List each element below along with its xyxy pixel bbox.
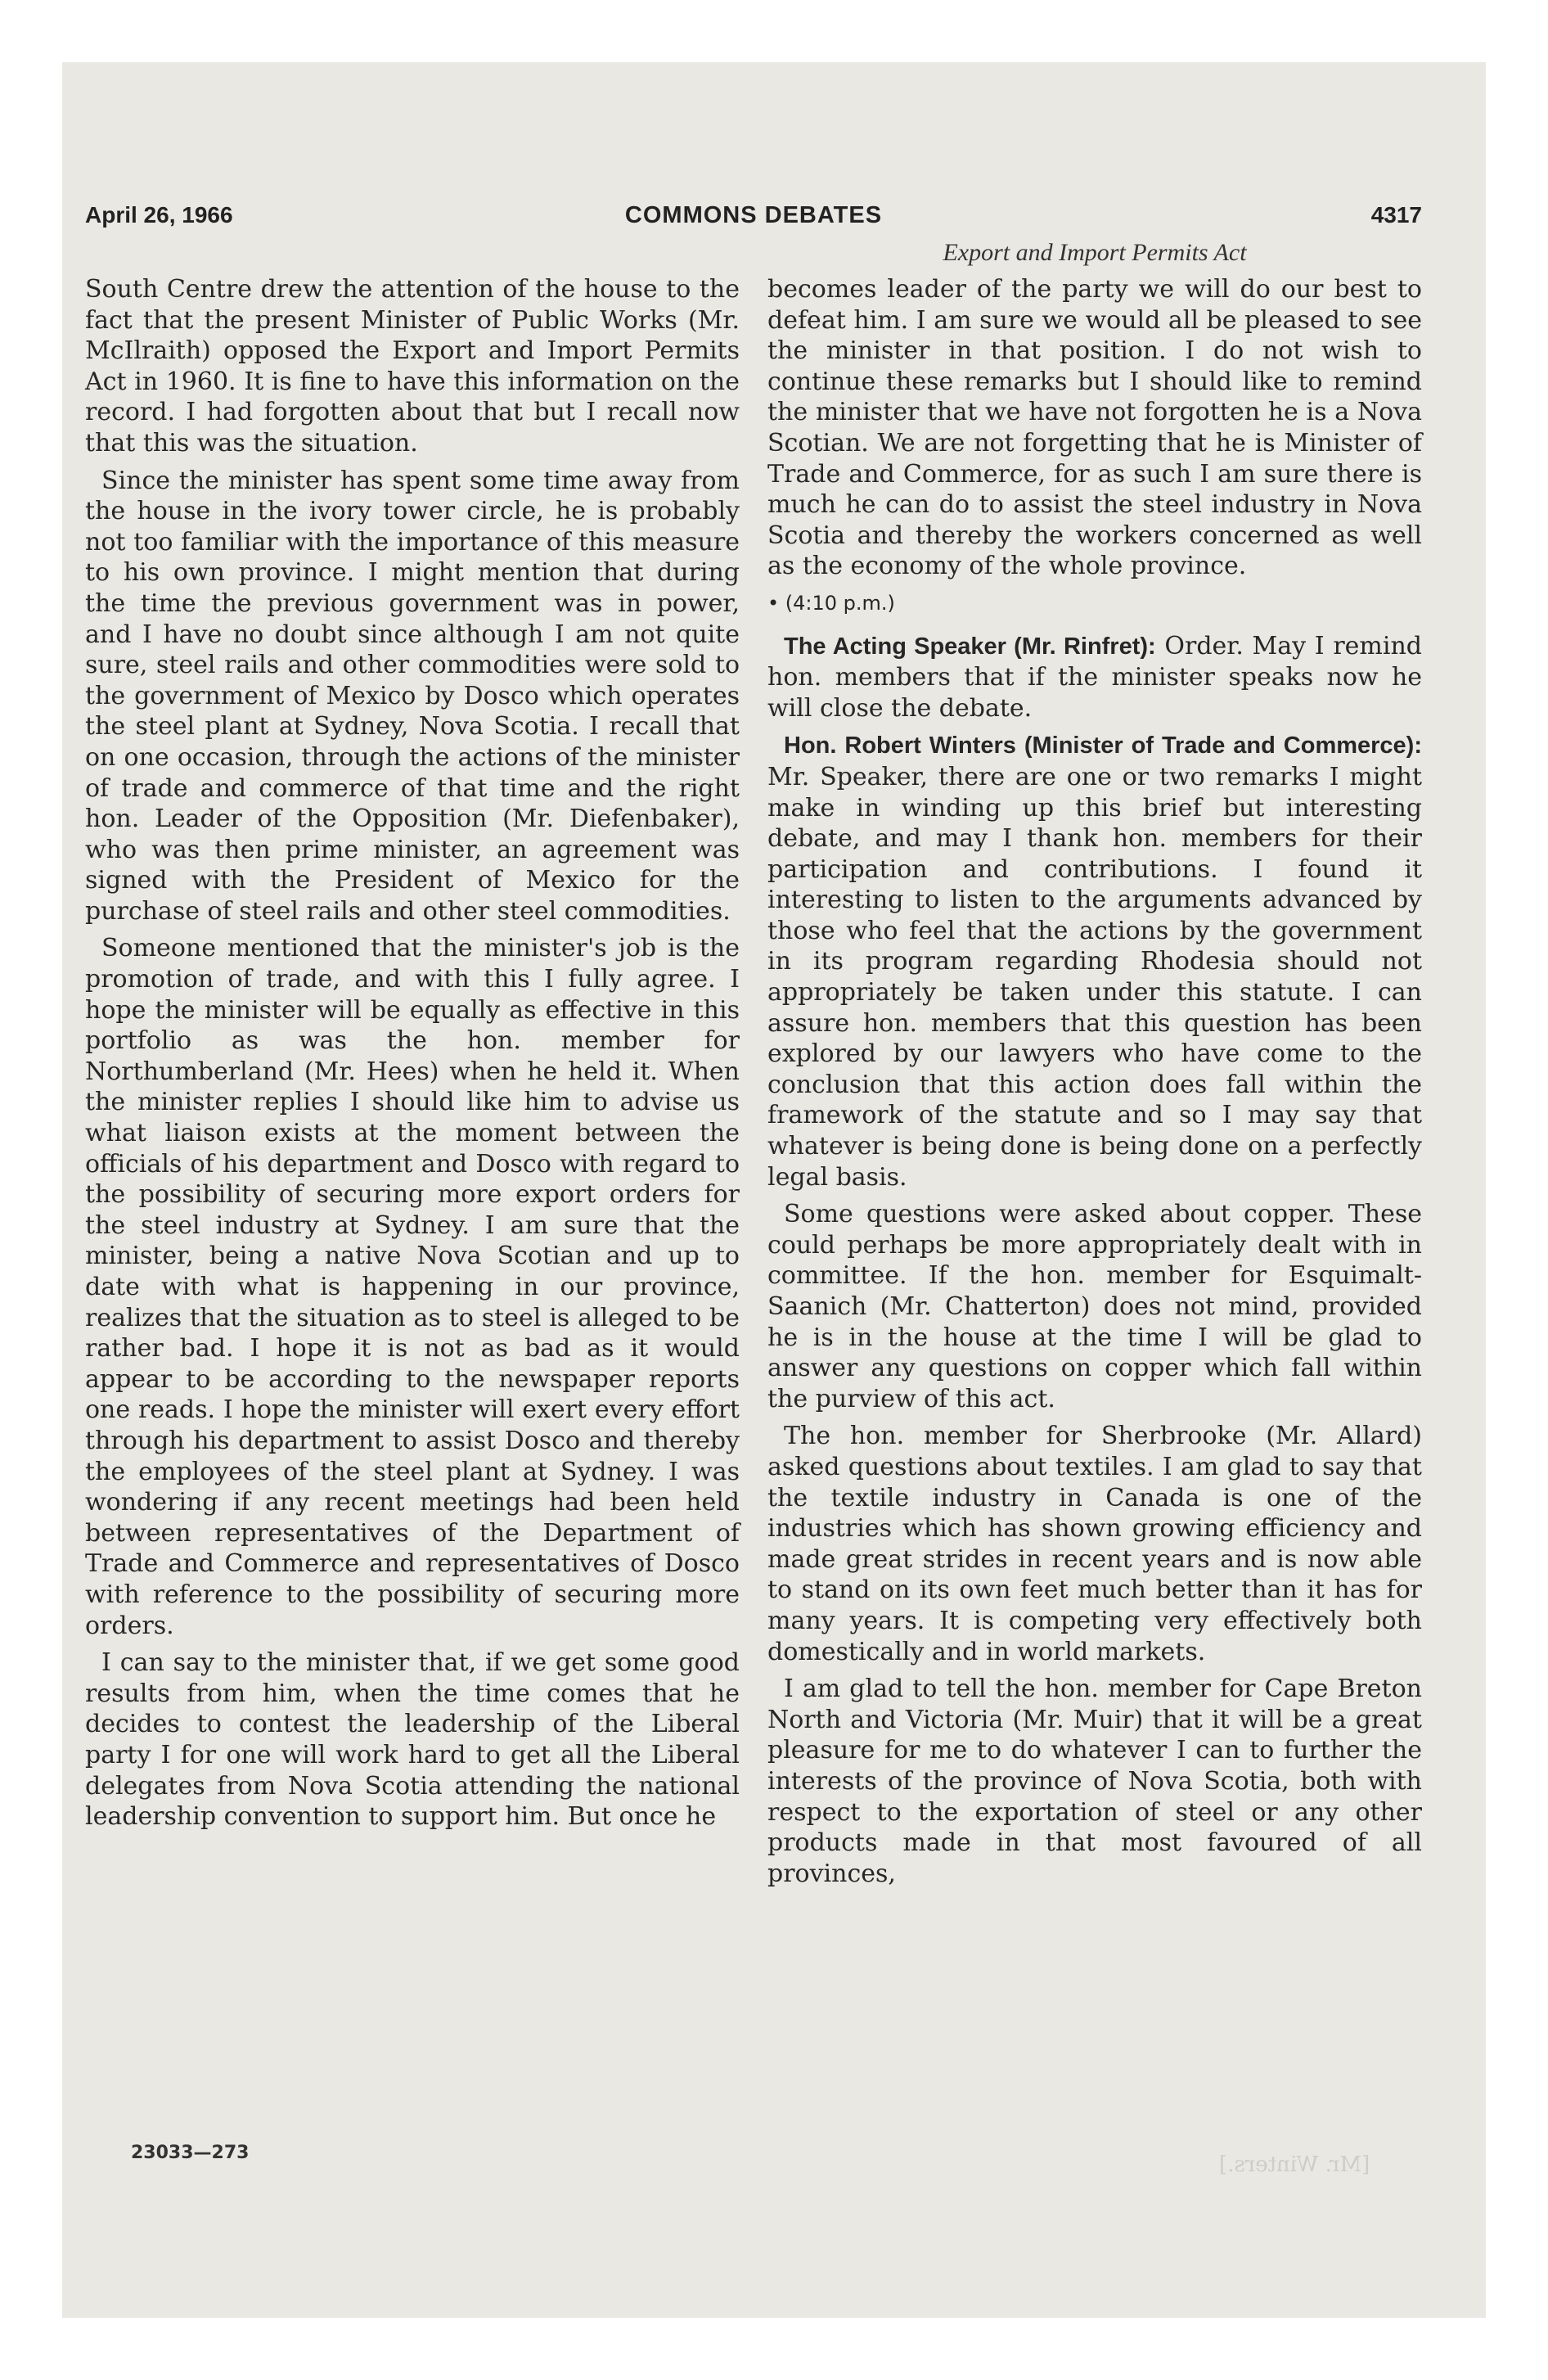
speaker-paragraph bbox=[767, 730, 1422, 1192]
speech-text: Order. May I remind hon. members that if the minister speaks now he will close the debate. bbox=[767, 631, 1422, 723]
speaker-name: The Acting Speaker (Mr. Rinfret): bbox=[784, 633, 1156, 660]
left-column bbox=[85, 274, 740, 1839]
time-stamp: • (4:10 p.m.) bbox=[767, 591, 895, 615]
footer-signature-mark: 23033—273 bbox=[131, 2143, 250, 2163]
paragraph: I am glad to tell the hon. member for Cape Breton North and Victoria (Mr. Muir) that it will be a great pleasure for me to do whatever I can to further the interests of the province of Nova Scotia, both with respect to the exportation of steel or any other products made in that most favoured of all provinces, bbox=[767, 1675, 1422, 1888]
bleed-through-text: [Mr. Winters.] bbox=[1219, 2152, 1370, 2177]
paragraph: becomes leader of the party we will do our best to defeat him. I am sure we would all be pleased to see the minister in that position. I do not wish to continue these remarks but I should like to remind the minister that we have not forgotten he is a Nova Scotian. We are not forgetting that he is Minister of Trade and Commerce, for as such I am sure there is much he can do to assist the steel industry in Nova Scotia and thereby the workers concerned as well as the economy of the whole province. bbox=[767, 275, 1422, 581]
header-date: April 26, 1966 bbox=[85, 202, 233, 228]
paragraph: South Centre drew the attention of the house to the fact that the present Minister of Public Works (Mr. McIlraith) opposed the Export and Import Permits Act in 1960. It is fine to have this information on the record. I had forgotten about that but I recall now that this was the situation. bbox=[85, 275, 740, 458]
page-header bbox=[85, 202, 1422, 238]
speaker-name: Hon. Robert Winters (Minister of Trade and Commerce): bbox=[784, 732, 1422, 760]
paragraph: I can say to the minister that, if we get some good results from him, when the time comes that he decides to contest the leadership of the Liberal party I for one will work hard to get all the Liberal delegates from Nova Scotia attending the national leadership convention to support him. But once he bbox=[85, 1648, 740, 1832]
speaker-paragraph bbox=[767, 631, 1422, 724]
running-subheading: Export and Import Permits Act bbox=[943, 239, 1247, 266]
paragraph: The hon. member for Sherbrooke (Mr. Allard) asked questions about textiles. I am glad to say that the textile industry in Canada is one of the industries which has shown growing efficiency and made great strides in recent years and is now able to stand on its own feet much better than it has for many years. It is competing very effectively both domestically and in world markets. bbox=[767, 1422, 1422, 1666]
header-title: COMMONS DEBATES bbox=[624, 202, 883, 228]
speech-text: Mr. Speaker, there are one or two remarks I might make in winding up this brief but interesting debate, and may I thank hon. members for their participation and contributions. I found it interesting to listen to the arguments advanced by those who feel that the actions by the government in its program regarding Rhodesia should not appropriately be taken under this statute. I can assure hon. members that this question has been explored by our lawyers who have come to the conclusion that this action does fall within the framework of the statute and so I may say that whatever is being done is being done on a perfectly legal basis. bbox=[767, 762, 1422, 1192]
paragraph: Some questions were asked about copper. These could perhaps be more appropriately dealt with in committee. If the hon. member for Esquimalt-Saanich (Mr. Chatterton) does not mind, provided he is in the house at the time I will be glad to answer any questions on copper which fall within the purview of this act. bbox=[767, 1200, 1422, 1413]
right-column bbox=[767, 274, 1422, 1895]
header-page-number: 4317 bbox=[1370, 202, 1422, 228]
paragraph: Someone mentioned that the minister's job is the promotion of trade, and with this I fully agree. I hope the minister will be equally as effective in this portfolio as was the hon. member for Northumberland (Mr. Hees) when he held it. When the minister replies I should like him to advise us what liaison exists at the moment between the officials of his department and Dosco with regard to the possibility of securing more export orders for the steel industry at Sydney. I am sure that the minister, being a native Nova Scotian and up to date with what is happening in our province, realizes that the situation as to steel is alleged to be rather bad. I hope it is not as bad as it would appear to be according to the newspaper reports one reads. I hope the minister will exert every effort through his department to assist Dosco and thereby the employees of the steel plant at Sydney. I was wondering if any recent meetings had been held between representatives of the Department of Trade and Commerce and representatives of Dosco with reference to the possibility of securing more orders. bbox=[85, 934, 740, 1640]
paragraph: Since the minister has spent some time away from the house in the ivory tower circle, he is probably not too familiar with the importance of this measure to his own province. I might mention that during the time the previous government was in power, and I have no doubt since although I am not quite sure, steel rails and other commodities were sold to the government of Mexico by Dosco which operates the steel plant at Sydney, Nova Scotia. I recall that on one occasion, through the actions of the minister of trade and commerce of that time and the right hon. Leader of the Opposition (Mr. Diefenbaker), who was then prime minister, an agreement was signed with the President of Mexico for the purchase of steel rails and other steel commodities. bbox=[85, 466, 740, 926]
